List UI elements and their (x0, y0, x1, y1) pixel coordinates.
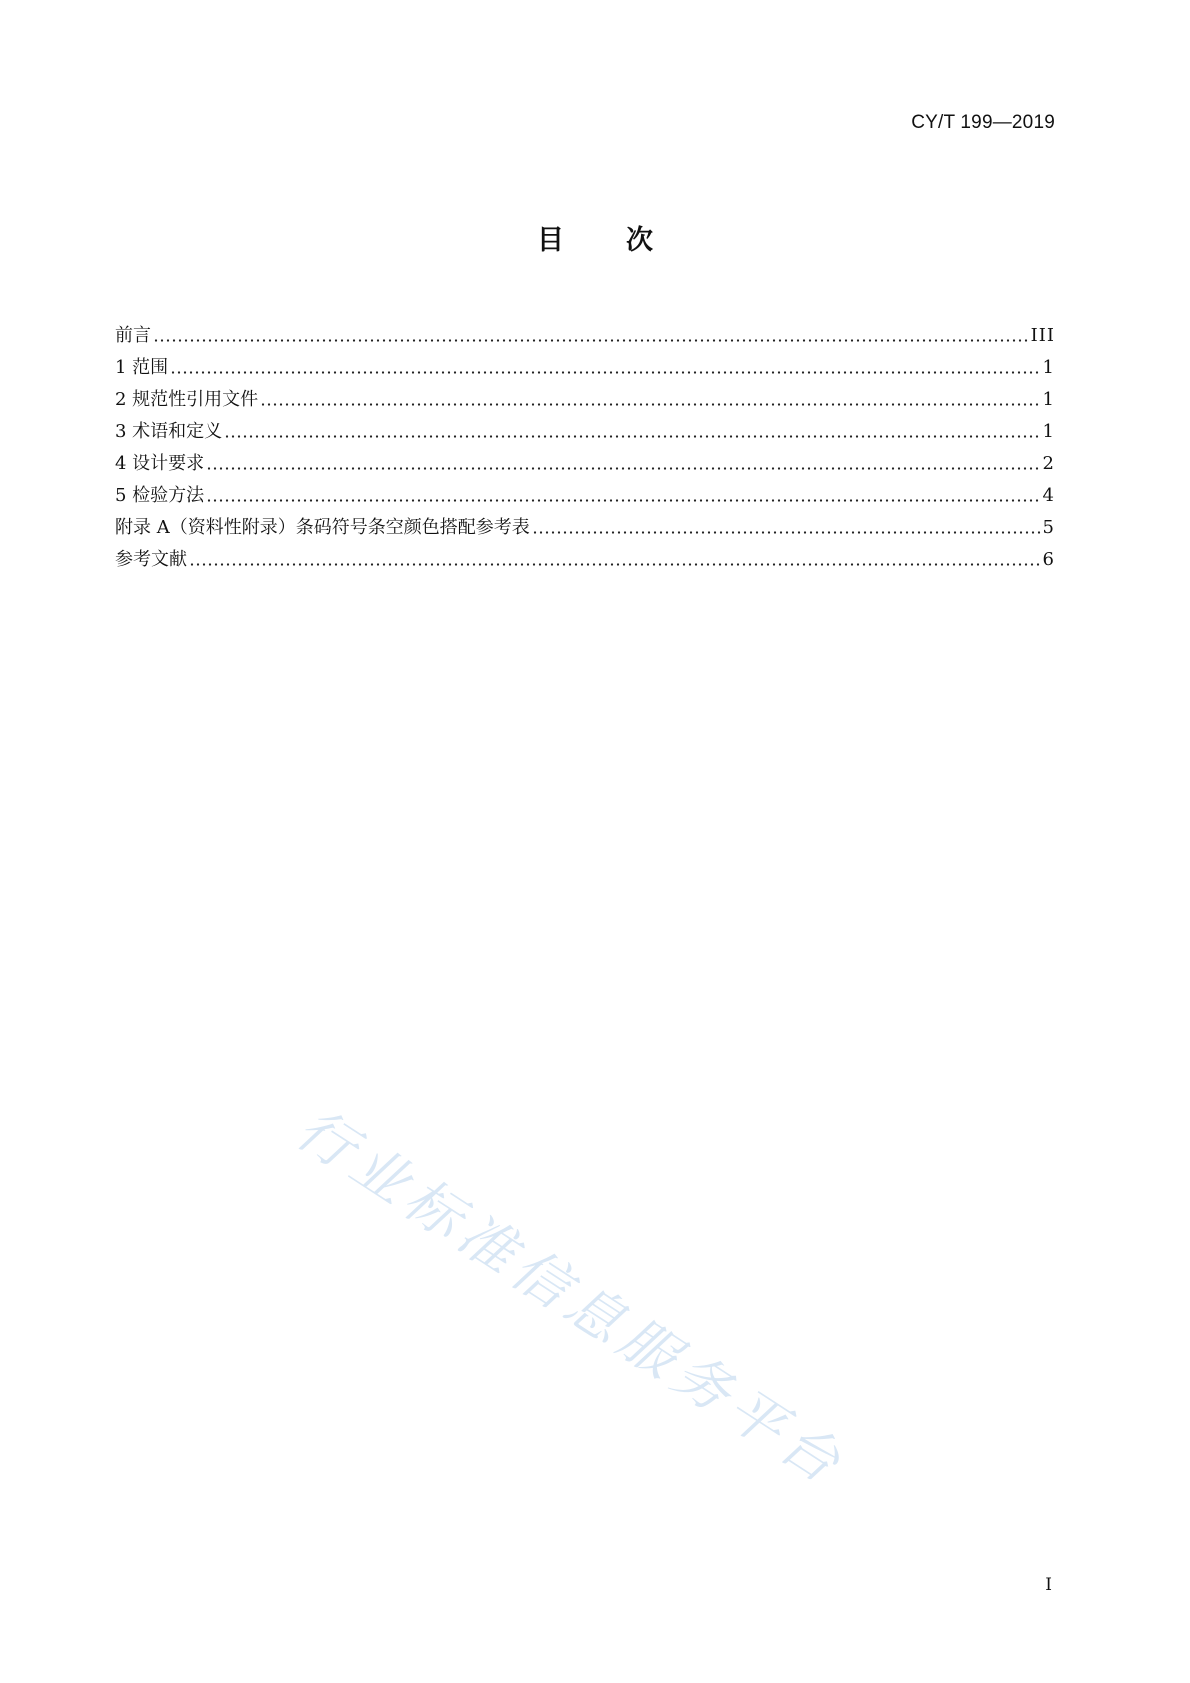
dot-leader (532, 531, 1041, 534)
title-char-1: 目 (537, 225, 564, 256)
dot-leader (153, 339, 1029, 342)
toc-entry-annex-a[interactable] (115, 512, 1055, 544)
table-of-contents (115, 320, 1055, 576)
toc-entry-label: 前言 (115, 325, 151, 346)
toc-entry-label: 4 设计要求 (115, 453, 205, 474)
toc-entry-page: 6 (1042, 549, 1055, 570)
toc-entry-label: 3 术语和定义 (115, 421, 223, 442)
toc-entry-page: 1 (1042, 357, 1055, 378)
toc-entry-bibliography[interactable] (115, 544, 1055, 576)
dot-leader (206, 467, 1040, 470)
toc-entry-label: 参考文献 (115, 549, 187, 570)
dot-leader (260, 403, 1040, 406)
toc-entry-page: 1 (1042, 421, 1055, 442)
page-title (0, 218, 1190, 257)
toc-entry-page: 1 (1042, 389, 1055, 410)
toc-entry-label: 1 范围 (115, 357, 169, 378)
toc-entry-page: 5 (1042, 517, 1055, 538)
toc-entry-page: III (1030, 325, 1055, 346)
toc-entry-test-methods[interactable] (115, 480, 1055, 512)
page-number: I (1045, 1575, 1052, 1595)
dot-leader (224, 435, 1040, 438)
dot-leader (206, 499, 1040, 502)
toc-entry-scope[interactable] (115, 352, 1055, 384)
toc-entry-terms[interactable] (115, 416, 1055, 448)
watermark-text: 行业标准信息服务平台 (284, 1096, 857, 1500)
toc-entry-page: 2 (1042, 453, 1055, 474)
toc-entry-normative-references[interactable] (115, 384, 1055, 416)
toc-entry-foreword[interactable] (115, 320, 1055, 352)
doc-code: CY/T 199—2019 (911, 112, 1055, 133)
toc-entry-label: 2 规范性引用文件 (115, 389, 259, 410)
toc-entry-label: 附录 A（资料性附录）条码符号条空颜色搭配参考表 (115, 517, 530, 538)
dot-leader (170, 371, 1040, 374)
dot-leader (189, 563, 1041, 566)
toc-entry-design-requirements[interactable] (115, 448, 1055, 480)
toc-entry-page: 4 (1042, 485, 1055, 506)
title-char-2: 次 (626, 225, 653, 256)
toc-entry-label: 5 检验方法 (115, 485, 205, 506)
